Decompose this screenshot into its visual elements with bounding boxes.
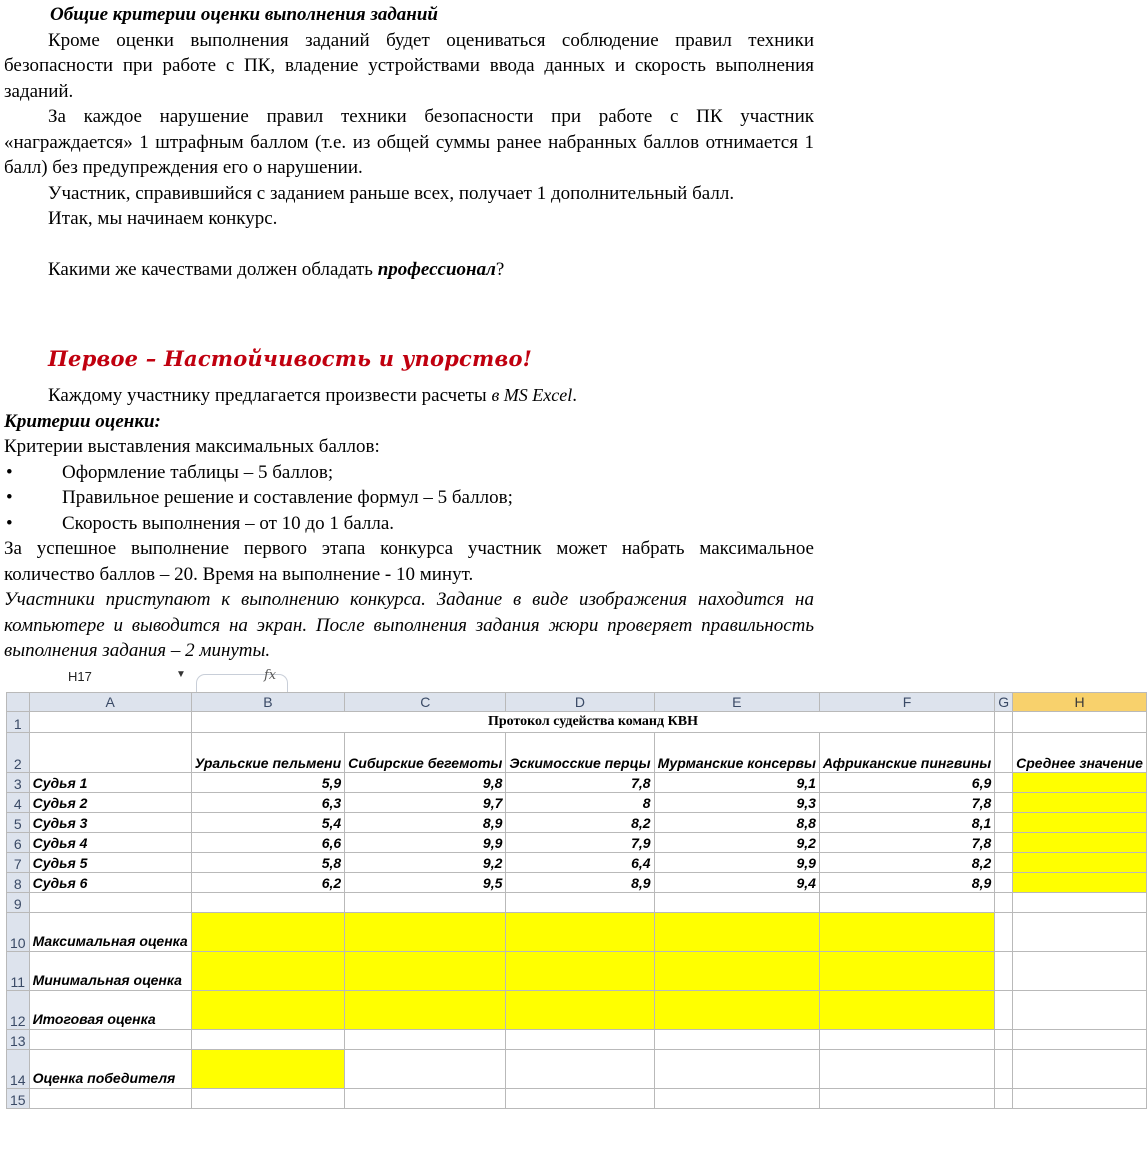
- score-cell[interactable]: 8,2: [819, 853, 994, 873]
- judge-name[interactable]: Судья 1: [29, 773, 191, 793]
- score-cell[interactable]: 8: [506, 793, 654, 813]
- average-cell[interactable]: [1013, 813, 1147, 833]
- input-cell[interactable]: [654, 913, 819, 952]
- input-cell[interactable]: [506, 952, 654, 991]
- select-all-corner[interactable]: [7, 693, 30, 712]
- score-cell[interactable]: 7,9: [506, 833, 654, 853]
- row-number[interactable]: 10: [7, 913, 30, 952]
- input-cell[interactable]: [654, 952, 819, 991]
- input-cell[interactable]: [345, 991, 506, 1030]
- score-cell[interactable]: 9,5: [345, 873, 506, 893]
- score-cell[interactable]: 9,9: [654, 853, 819, 873]
- excel-screenshot: [6, 668, 1143, 1108]
- empty-cell[interactable]: [995, 833, 1013, 853]
- input-cell[interactable]: [819, 952, 994, 991]
- score-cell[interactable]: 8,8: [654, 813, 819, 833]
- column-header[interactable]: B: [191, 693, 344, 712]
- table-row: [7, 952, 1147, 991]
- score-cell[interactable]: 8,1: [819, 813, 994, 833]
- task-italic: в MS Excel: [491, 385, 573, 405]
- paragraph-bonus: Участник, справившийся с заданием раньше всех, получает 1 дополнительный балл.: [48, 182, 735, 204]
- row-number[interactable]: 9: [7, 893, 30, 913]
- row-number[interactable]: 14: [7, 1050, 30, 1089]
- table-row: [7, 733, 1147, 773]
- row-number[interactable]: 2: [7, 733, 30, 773]
- score-cell[interactable]: 7,8: [506, 773, 654, 793]
- average-cell[interactable]: [1013, 873, 1147, 893]
- score-cell[interactable]: 9,2: [345, 853, 506, 873]
- column-header[interactable]: D: [506, 693, 654, 712]
- bullet-dot: •: [6, 512, 13, 534]
- empty-cell[interactable]: [995, 873, 1013, 893]
- min-score-label[interactable]: Минимальная оценка: [29, 952, 191, 991]
- paragraph-penalty: За каждое нарушение правил техники безопасности при работе с ПК участник «награждается» 1 штрафным баллом (т.е. из общей суммы ранее набранных баллов отнимается 1 балл) без предупреждения его о нарушении.: [4, 106, 814, 178]
- table-row: [7, 773, 1147, 793]
- score-cell[interactable]: 8,2: [506, 813, 654, 833]
- bullet-dot: •: [6, 487, 13, 508]
- name-box[interactable]: H17: [68, 669, 92, 684]
- criteria-intro: Критерии выставления максимальных баллов:: [4, 436, 380, 457]
- score-cell[interactable]: 9,1: [654, 773, 819, 793]
- empty-cell[interactable]: [995, 813, 1013, 833]
- input-cell[interactable]: [819, 913, 994, 952]
- bullet-text: Оформление таблицы – 5 баллов;: [62, 461, 334, 483]
- empty-cell[interactable]: [995, 773, 1013, 793]
- question-suffix: ?: [495, 258, 505, 280]
- max-score-label[interactable]: Максимальная оценка: [29, 913, 191, 952]
- table-row: [7, 1030, 1147, 1050]
- table-title[interactable]: Протокол судейства команд КВН: [191, 712, 995, 733]
- bullet-item: [4, 460, 814, 486]
- score-cell[interactable]: 9,4: [654, 873, 819, 893]
- team-header[interactable]: Уральские пельмени: [191, 733, 344, 773]
- input-cell[interactable]: [191, 952, 344, 991]
- judge-name[interactable]: Судья 4: [29, 833, 191, 853]
- document-body: [4, 0, 814, 282]
- table-row: [7, 873, 1147, 893]
- score-cell[interactable]: 6,6: [191, 833, 344, 853]
- empty-cell[interactable]: [995, 853, 1013, 873]
- table-row: [7, 1050, 1147, 1089]
- team-header[interactable]: Африканские пингвины: [819, 733, 994, 773]
- winner-score-label[interactable]: Оценка победителя: [29, 1050, 191, 1089]
- input-cell[interactable]: [345, 913, 506, 952]
- average-cell[interactable]: [1013, 773, 1147, 793]
- total-score-label[interactable]: Итоговая оценка: [29, 991, 191, 1030]
- input-cell[interactable]: [819, 991, 994, 1030]
- row-number[interactable]: 4: [7, 793, 30, 813]
- score-cell[interactable]: 9,2: [654, 833, 819, 853]
- table-row: [7, 1089, 1147, 1109]
- paragraph-start: Итак, мы начинаем конкурс.: [48, 208, 278, 229]
- row-number[interactable]: 5: [7, 813, 30, 833]
- average-cell[interactable]: [1013, 853, 1147, 873]
- column-header[interactable]: G: [995, 693, 1013, 712]
- table-row: [7, 913, 1147, 952]
- score-cell[interactable]: 8,9: [506, 873, 654, 893]
- table-row: [7, 991, 1147, 1030]
- question-prefix: Какими же качествами должен обладать: [48, 258, 378, 280]
- formula-bar: [6, 668, 804, 693]
- score-cell[interactable]: 5,9: [191, 773, 344, 793]
- paragraph-task: [4, 383, 814, 409]
- row-number[interactable]: 15: [7, 1089, 30, 1109]
- paragraph-safety: Кроме оценки выполнения заданий будет оцениваться соблюдение правил техники безопасности при работе с ПК, владение устройствами ввода данных и скорость выполнения заданий.: [4, 29, 814, 102]
- task-suffix: .: [572, 385, 577, 406]
- input-cell[interactable]: [506, 913, 654, 952]
- row-number[interactable]: 3: [7, 773, 30, 793]
- score-cell[interactable]: 6,9: [819, 773, 994, 793]
- score-cell[interactable]: 9,8: [345, 773, 506, 793]
- row-number[interactable]: 6: [7, 833, 30, 853]
- input-cell[interactable]: [191, 913, 344, 952]
- row-number[interactable]: 1: [7, 712, 30, 733]
- criteria-title: Критерии оценки:: [4, 410, 161, 432]
- team-header[interactable]: Сибирские бегемоты: [345, 733, 506, 773]
- input-cell[interactable]: [345, 952, 506, 991]
- row-number[interactable]: 13: [7, 1030, 30, 1050]
- column-header[interactable]: C: [345, 693, 506, 712]
- average-header[interactable]: Среднее значение: [1013, 733, 1147, 773]
- empty-cell[interactable]: [995, 793, 1013, 813]
- table-row: [7, 712, 1147, 733]
- judge-name[interactable]: Судья 3: [29, 813, 191, 833]
- score-cell[interactable]: 9,7: [345, 793, 506, 813]
- paragraph-italic: Участники приступают к выполнению конкурса. Задание в виде изображения находится на компьютере и выводится на экран. После выполнения задания жюри проверяет правильность выполнения задания – 2 минуты.: [4, 589, 814, 661]
- score-cell[interactable]: 9,9: [345, 833, 506, 853]
- score-cell[interactable]: 9,3: [654, 793, 819, 813]
- score-cell[interactable]: 8,9: [345, 813, 506, 833]
- score-cell[interactable]: 5,8: [191, 853, 344, 873]
- score-cell[interactable]: 8,9: [819, 873, 994, 893]
- bullet-dot: •: [6, 461, 13, 483]
- chevron-down-icon[interactable]: ▼: [176, 669, 186, 680]
- score-cell[interactable]: 6,3: [191, 793, 344, 813]
- table-row: [7, 813, 1147, 833]
- score-cell[interactable]: 6,2: [191, 873, 344, 893]
- average-cell[interactable]: [1013, 793, 1147, 813]
- bullet-item: [4, 485, 814, 511]
- team-header[interactable]: Мурманские консервы: [654, 733, 819, 773]
- section-heading: Первое – Настойчивость и упорство!: [48, 346, 533, 371]
- bullet-item: [4, 511, 814, 537]
- row-number[interactable]: 11: [7, 952, 30, 991]
- input-cell[interactable]: [506, 991, 654, 1030]
- column-header[interactable]: A: [29, 693, 191, 712]
- average-cell[interactable]: [1013, 833, 1147, 853]
- table-row: [7, 833, 1147, 853]
- score-cell[interactable]: 7,8: [819, 793, 994, 813]
- column-header[interactable]: F: [819, 693, 994, 712]
- column-header-row: [7, 693, 1147, 712]
- fx-icon[interactable]: fx: [264, 668, 277, 683]
- row-number[interactable]: 7: [7, 853, 30, 873]
- table-row: [7, 853, 1147, 873]
- table-row: [7, 793, 1147, 813]
- score-cell[interactable]: 5,4: [191, 813, 344, 833]
- bullet-text: Правильное решение и составление формул – 5 баллов;: [62, 487, 513, 508]
- paragraph-question: [4, 257, 814, 283]
- paragraph-stage: За успешное выполнение первого этапа конкурса участник может набрать максимальное количество баллов – 20. Время на выполнение - 10 минут.: [4, 538, 814, 585]
- column-header[interactable]: E: [654, 693, 819, 712]
- doc-title: Общие критерии оценки выполнения заданий: [50, 4, 438, 25]
- input-cell[interactable]: [191, 991, 344, 1030]
- judge-name[interactable]: Судья 5: [29, 853, 191, 873]
- score-cell[interactable]: 6,4: [506, 853, 654, 873]
- judge-name[interactable]: Судья 2: [29, 793, 191, 813]
- row-number[interactable]: 12: [7, 991, 30, 1030]
- bullet-text: Скорость выполнения – от 10 до 1 балла.: [62, 512, 395, 534]
- row-number[interactable]: 8: [7, 873, 30, 893]
- column-header[interactable]: H: [1013, 693, 1147, 712]
- document-body-2: [4, 383, 814, 664]
- judge-name[interactable]: Судья 6: [29, 873, 191, 893]
- input-cell[interactable]: [191, 1050, 344, 1089]
- table-row: [7, 893, 1147, 913]
- team-header[interactable]: Эскимосские перцы: [506, 733, 654, 773]
- task-prefix: Каждому участнику предлагается произвести расчеты: [48, 385, 492, 406]
- input-cell[interactable]: [654, 991, 819, 1030]
- score-cell[interactable]: 7,8: [819, 833, 994, 853]
- question-bold: профессионал: [377, 258, 496, 280]
- spreadsheet-grid: [6, 692, 1147, 1109]
